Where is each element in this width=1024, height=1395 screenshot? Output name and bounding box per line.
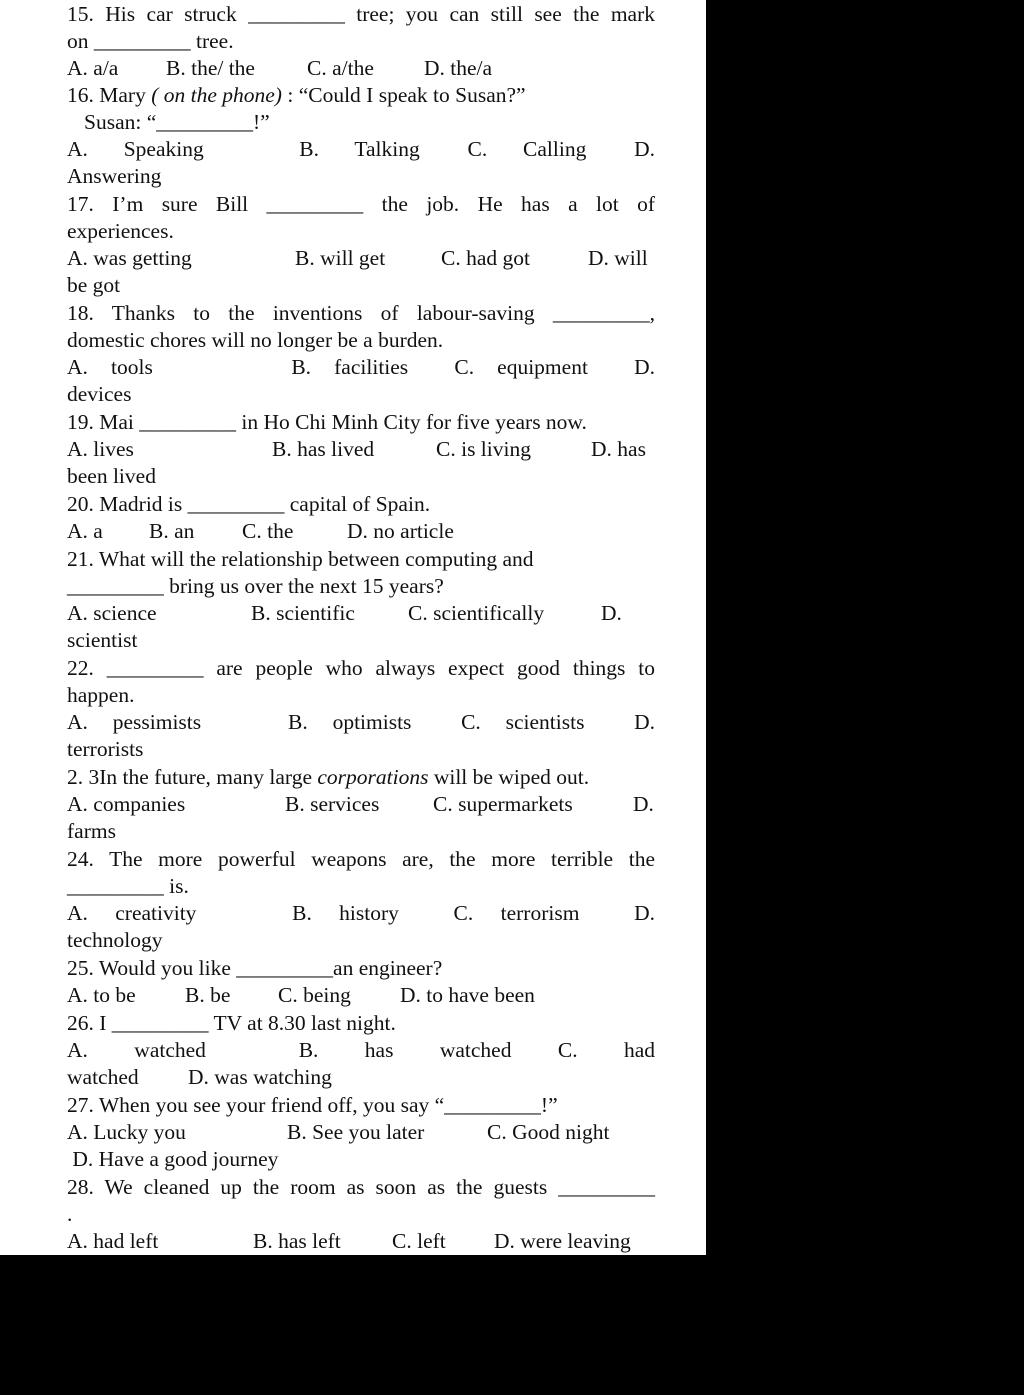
question-17-options-cont: be got bbox=[67, 273, 121, 297]
option-c: C. had got bbox=[441, 246, 530, 270]
option-d: D. bbox=[601, 601, 622, 625]
option-c: C. left bbox=[392, 1229, 446, 1253]
option-d: D. to have been bbox=[400, 983, 535, 1007]
option-c-cont: watched bbox=[67, 1065, 139, 1089]
option-d: D. the/a bbox=[424, 56, 493, 80]
question-18-options-cont: devices bbox=[67, 382, 132, 406]
question-21-options bbox=[67, 599, 655, 627]
option-d: D. has bbox=[591, 437, 646, 461]
black-side-band bbox=[706, 0, 1024, 1255]
question-22-options: A. pessimists B. optimists C. scientists D. bbox=[67, 710, 655, 734]
option-b: B. has lived bbox=[272, 437, 375, 461]
question-19-options-cont: been lived bbox=[67, 464, 156, 488]
option-c: C. a/the bbox=[307, 56, 374, 80]
question-28-line-2: . bbox=[67, 1202, 73, 1226]
question-27-options-cont: D. Have a good journey bbox=[67, 1147, 279, 1171]
question-25-options bbox=[67, 981, 655, 1009]
option-c: C. the bbox=[242, 519, 294, 543]
option-c: C. is living bbox=[436, 437, 531, 461]
option-a: A. Lucky you bbox=[67, 1120, 186, 1144]
question-27-line-1: 27. When you see your friend off, you say “_________!” bbox=[67, 1093, 558, 1117]
option-b: B. scientific bbox=[251, 601, 355, 625]
question-21-line-2: _________ bring us over the next 15 years? bbox=[67, 574, 444, 598]
question-26-options-cont bbox=[67, 1063, 655, 1091]
question-18-options: A. tools B. facilities C. equipment D. bbox=[67, 355, 655, 379]
option-b: B. has left bbox=[253, 1229, 341, 1253]
question-19-options bbox=[67, 435, 655, 463]
question-27-options bbox=[67, 1118, 655, 1146]
option-b: B. be bbox=[185, 983, 231, 1007]
question-16-line-1 bbox=[67, 81, 655, 109]
option-d: D. will bbox=[588, 246, 648, 270]
question-24-options-cont: technology bbox=[67, 928, 163, 952]
question-24-options: A. creativity B. history C. terrorism D. bbox=[67, 901, 655, 925]
question-26-options: A. watched B. has watched C. had bbox=[67, 1038, 655, 1062]
question-16-options: A. Speaking B. Talking C. Calling D. bbox=[67, 137, 655, 161]
option-d: D. was watching bbox=[188, 1065, 332, 1089]
option-a: A. a bbox=[67, 519, 103, 543]
option-a: A. lives bbox=[67, 437, 134, 461]
question-18-line-2: domestic chores will no longer be a burden. bbox=[67, 328, 444, 352]
question-16-options-cont: Answering bbox=[67, 164, 162, 188]
option-c: C. being bbox=[278, 983, 351, 1007]
option-a: A. to be bbox=[67, 983, 136, 1007]
question-15-line-2: on _________ tree. bbox=[67, 29, 234, 53]
question-16-text: 16. Mary ( on the phone) : “Could I speak to Susan?” bbox=[67, 83, 526, 107]
option-b: B. See you later bbox=[287, 1120, 425, 1144]
question-22-line-1: 22. _________ are people who always expect good things to bbox=[67, 656, 655, 680]
question-17-line-1: 17. I’m sure Bill _________ the job. He has a lot of bbox=[67, 192, 655, 216]
question-23-options bbox=[67, 790, 655, 818]
option-a: A. was getting bbox=[67, 246, 192, 270]
question-23-line-1: 2. 3In the future, many large corporations will be wiped out. bbox=[67, 765, 590, 789]
option-b: B. an bbox=[149, 519, 195, 543]
question-25-line-1: 25. Would you like _________an engineer? bbox=[67, 956, 443, 980]
option-a: A. companies bbox=[67, 792, 186, 816]
question-22-line-2: happen. bbox=[67, 683, 135, 707]
question-23-options-cont: farms bbox=[67, 819, 116, 843]
option-a: A. a/a bbox=[67, 56, 119, 80]
question-15-line-1: 15. His car struck _________ tree; you can still see the mark bbox=[67, 2, 655, 26]
option-d: D. were leaving bbox=[494, 1229, 631, 1253]
question-21-options-cont: scientist bbox=[67, 628, 138, 652]
option-a: A. had left bbox=[67, 1229, 159, 1253]
option-d: D. bbox=[633, 792, 654, 816]
option-a: A. science bbox=[67, 601, 157, 625]
option-c: C. supermarkets bbox=[433, 792, 573, 816]
question-28-line-1: 28. We cleaned up the room as soon as the guests _________ bbox=[67, 1175, 655, 1199]
question-18-line-1: 18. Thanks to the inventions of labour-saving _________, bbox=[67, 301, 655, 325]
question-22-options-cont: terrorists bbox=[67, 737, 144, 761]
option-d: D. no article bbox=[347, 519, 454, 543]
question-16-line-2: Susan: “_________!” bbox=[84, 110, 270, 134]
italic-phrase: ( on the phone) bbox=[151, 83, 282, 107]
question-17-options bbox=[67, 244, 655, 272]
question-20-line-1: 20. Madrid is _________ capital of Spain. bbox=[67, 492, 431, 516]
question-15-options bbox=[67, 54, 655, 82]
question-28-options bbox=[67, 1227, 655, 1255]
question-19-line-1: 19. Mai _________ in Ho Chi Minh City for five years now. bbox=[67, 410, 587, 434]
question-21-line-1: 21. What will the relationship between computing and bbox=[67, 547, 534, 571]
option-b: B. services bbox=[285, 792, 380, 816]
question-24-line-1: 24. The more powerful weapons are, the more terrible the bbox=[67, 847, 655, 871]
question-24-line-2: _________ is. bbox=[67, 874, 189, 898]
option-c: C. scientifically bbox=[408, 601, 545, 625]
question-26-line-1: 26. I _________ TV at 8.30 last night. bbox=[67, 1011, 396, 1035]
option-b: B. the/ the bbox=[166, 56, 255, 80]
option-b: B. will get bbox=[295, 246, 386, 270]
question-20-options bbox=[67, 517, 655, 545]
question-17-line-2: experiences. bbox=[67, 219, 174, 243]
italic-phrase: corporations bbox=[317, 765, 429, 789]
option-c: C. Good night bbox=[487, 1120, 610, 1144]
